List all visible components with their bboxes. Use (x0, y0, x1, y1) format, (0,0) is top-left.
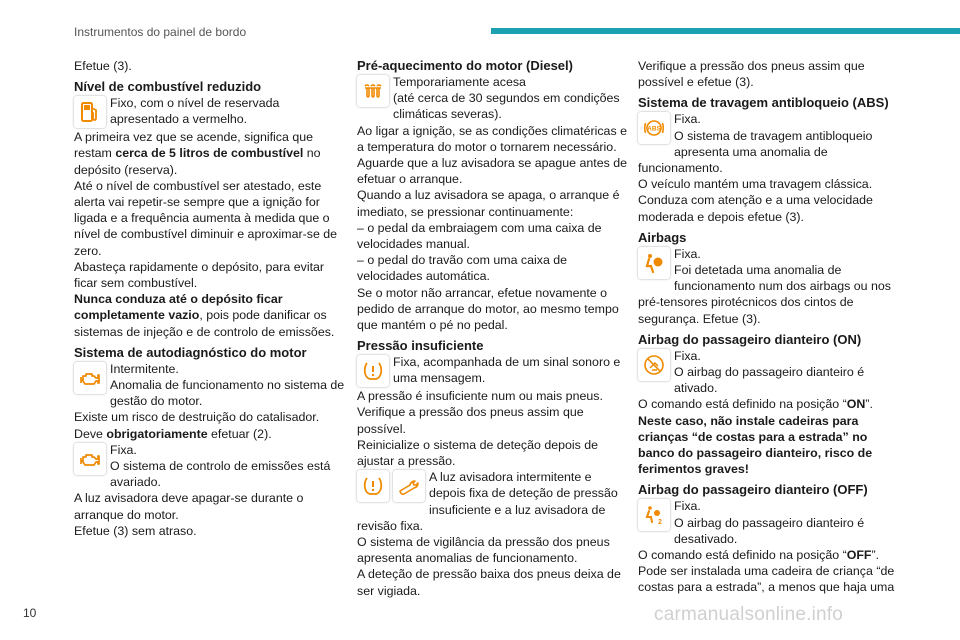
paragraph: Existe um risco de destruição do catalisador. (74, 410, 320, 425)
paragraph: Quando a luz avisadora se apaga, o arranque é imediato, se pressionar continuamente: (357, 188, 620, 219)
paragraph (638, 413, 904, 478)
paragraph: Reinicialize o sistema de deteção depois de ajustar a pressão. (357, 437, 599, 469)
text-span: efetuar (2). (207, 426, 272, 441)
paragraph: A deteção de pressão baixa dos pneus deixa de ser vigiada. (357, 567, 621, 598)
paragraph: Se o motor não arrancar, efetue novamente o pedido de arranque do motor, ao mesmo tempo que mantém o pé no pedal. (357, 285, 619, 333)
paragraph (74, 426, 346, 442)
column-3 (638, 58, 904, 596)
paragraph: O sistema de vigilância da pressão dos pneus apresenta anomalias de funcionamento. (357, 535, 610, 566)
header-title: Instrumentos do painel de bordo (74, 25, 247, 39)
paragraph: Fixo, com o nível de reservada apresentado a vermelho. (110, 96, 280, 127)
paragraph: A luz avisadora intermitente e depois fixa de deteção de pressão insuficiente e a luz avisadora de revisão fixa. (357, 470, 618, 533)
text-span: ”. (865, 397, 873, 412)
section-title-airbag-off: Airbag do passageiro dianteiro (OFF) (638, 482, 868, 498)
paragraph: – o pedal da embraiagem com uma caixa de velocidades manual. (357, 220, 602, 252)
text-span: O comando está definido na posição “ (638, 548, 847, 563)
paragraph (74, 291, 346, 340)
paragraph: Fixa, acompanhada de um sinal sonoro e uma mensagem. (393, 355, 621, 386)
bold-text: cerca de 5 litros de combustível (115, 146, 304, 161)
paragraph: (até cerca de 30 segundos em condições climáticas severas). (393, 91, 620, 122)
bold-text: Nunca conduza até o depósito ficar completamente vazio (74, 292, 283, 323)
page-number: 10 (23, 606, 37, 620)
paragraph: O sistema de travagem antibloqueio apresenta uma anomalia de funcionamento. (638, 128, 873, 176)
paragraph: O airbag do passageiro dianteiro é desativado. (674, 515, 865, 546)
section-title-fuel: Nível de combustível reduzido (74, 79, 262, 95)
text-span: ”. (871, 548, 880, 563)
section-title-airbag-on: Airbag do passageiro dianteiro (ON) (638, 331, 862, 347)
paragraph: O airbag do passageiro dianteiro é ativado. (674, 365, 865, 396)
paragraph: Verifique a pressão dos pneus assim que possível e efetue (3). (638, 59, 865, 90)
section-title-preheat: Pré-aquecimento do motor (Diesel) (357, 58, 573, 73)
paragraph: Foi detetada uma anomalia de funcionamento num dos airbags ou nos pré-tensores pirotécnicos dos cintos de segurança. Efetue (3). (638, 263, 891, 326)
abs-icon (638, 112, 670, 144)
bold-text: obrigatoriamente (106, 426, 208, 441)
paragraph (74, 129, 346, 178)
paragraph: Até o nível de combustível ser atestado, este alerta vai repetir-se sempre que a ignição for ligada e a frequência aumenta à medida que o nível de combustível diminuir e aproximar-se de zero. (74, 178, 338, 258)
paragraph: Efetue (3). (74, 59, 132, 73)
section-title-abs: Sistema de travagem antibloqueio (ABS) (638, 95, 889, 111)
text-span: , pois pode danificar os sistemas de injeção e de controlo de emissões. (74, 308, 335, 339)
watermark: carmanualsonline.info (654, 604, 844, 625)
svg-text:ABS: ABS (647, 125, 661, 133)
wrench-icon (393, 470, 425, 502)
paragraph: A pressão é insuficiente num ou mais pneus. (357, 389, 603, 404)
paragraph: Fixa. (674, 348, 701, 363)
header-bar (491, 28, 960, 34)
paragraph (638, 396, 904, 412)
paragraph: Verifique a pressão dos pneus assim que possível. (357, 405, 584, 436)
paragraph: Fixa. (674, 112, 701, 127)
paragraph: Abasteça rapidamente o depósito, para evitar ficar sem combustível. (74, 259, 325, 291)
paragraph: Efetue (3) sem atraso. (74, 523, 197, 538)
paragraph: Anomalia de funcionamento no sistema de gestão do motor. (110, 378, 345, 409)
fuel-pump-icon (74, 96, 106, 128)
column-1 (74, 58, 346, 539)
paragraph: Fixa. (674, 246, 701, 261)
engine-icon (74, 362, 106, 394)
text-span: Deve (74, 426, 107, 441)
airbag-passenger-on-icon (638, 349, 670, 381)
column-2 (357, 58, 629, 599)
paragraph: – o pedal do travão com uma caixa de velocidades automática. (357, 253, 568, 284)
paragraph: O veículo mantém uma travagem clássica. (638, 177, 873, 192)
tyre-pressure-icon (357, 470, 389, 502)
bold-text: OFF (846, 548, 872, 563)
glow-plug-icon (357, 75, 389, 107)
section-title-obd: Sistema de autodiagnóstico do motor (74, 344, 307, 360)
tyre-pressure-icon (357, 355, 389, 387)
paragraph: Temporariamente acesa (393, 75, 526, 89)
paragraph: Ao ligar a ignição, se as condições climatéricas e a temperatura do motor o tornarem necessário. Aguarde que a luz avisadora se apague antes de efetuar o arranque. (357, 123, 628, 187)
bold-text: Neste caso, não instale cadeiras para crianças “de costas para a estrada” no banco do passageiro dianteiro, risco de ferimentos graves! (638, 413, 873, 477)
text-span: no depósito (reserva). (74, 146, 321, 177)
text-span: O comando está definido na posição “ (638, 397, 847, 412)
section-title-pressure: Pressão insuficiente (357, 338, 484, 354)
section-title-airbags: Airbags (638, 229, 687, 245)
text-span: A primeira vez que se acende, significa que restam (74, 130, 314, 161)
paragraph: Fixa. (674, 499, 701, 514)
bold-text: ON (846, 397, 866, 412)
airbag-passenger-off-icon (638, 499, 670, 531)
engine-icon (74, 443, 106, 475)
paragraph: A luz avisadora deve apagar-se durante o arranque do motor. (74, 491, 304, 522)
paragraph: O sistema de controlo de emissões está avariado. (110, 459, 331, 490)
paragraph: Pode ser instalada uma cadeira de criança “de costas para a estrada”, a menos que haja uma (638, 564, 895, 595)
paragraph: Intermitente. (110, 361, 179, 376)
paragraph (638, 547, 904, 563)
airbag-icon (638, 247, 670, 279)
paragraph: Conduza com atenção e a uma velocidade moderada e depois efetue (3). (638, 193, 873, 224)
svg-text:2: 2 (658, 519, 662, 527)
paragraph: Fixa. (110, 442, 137, 457)
